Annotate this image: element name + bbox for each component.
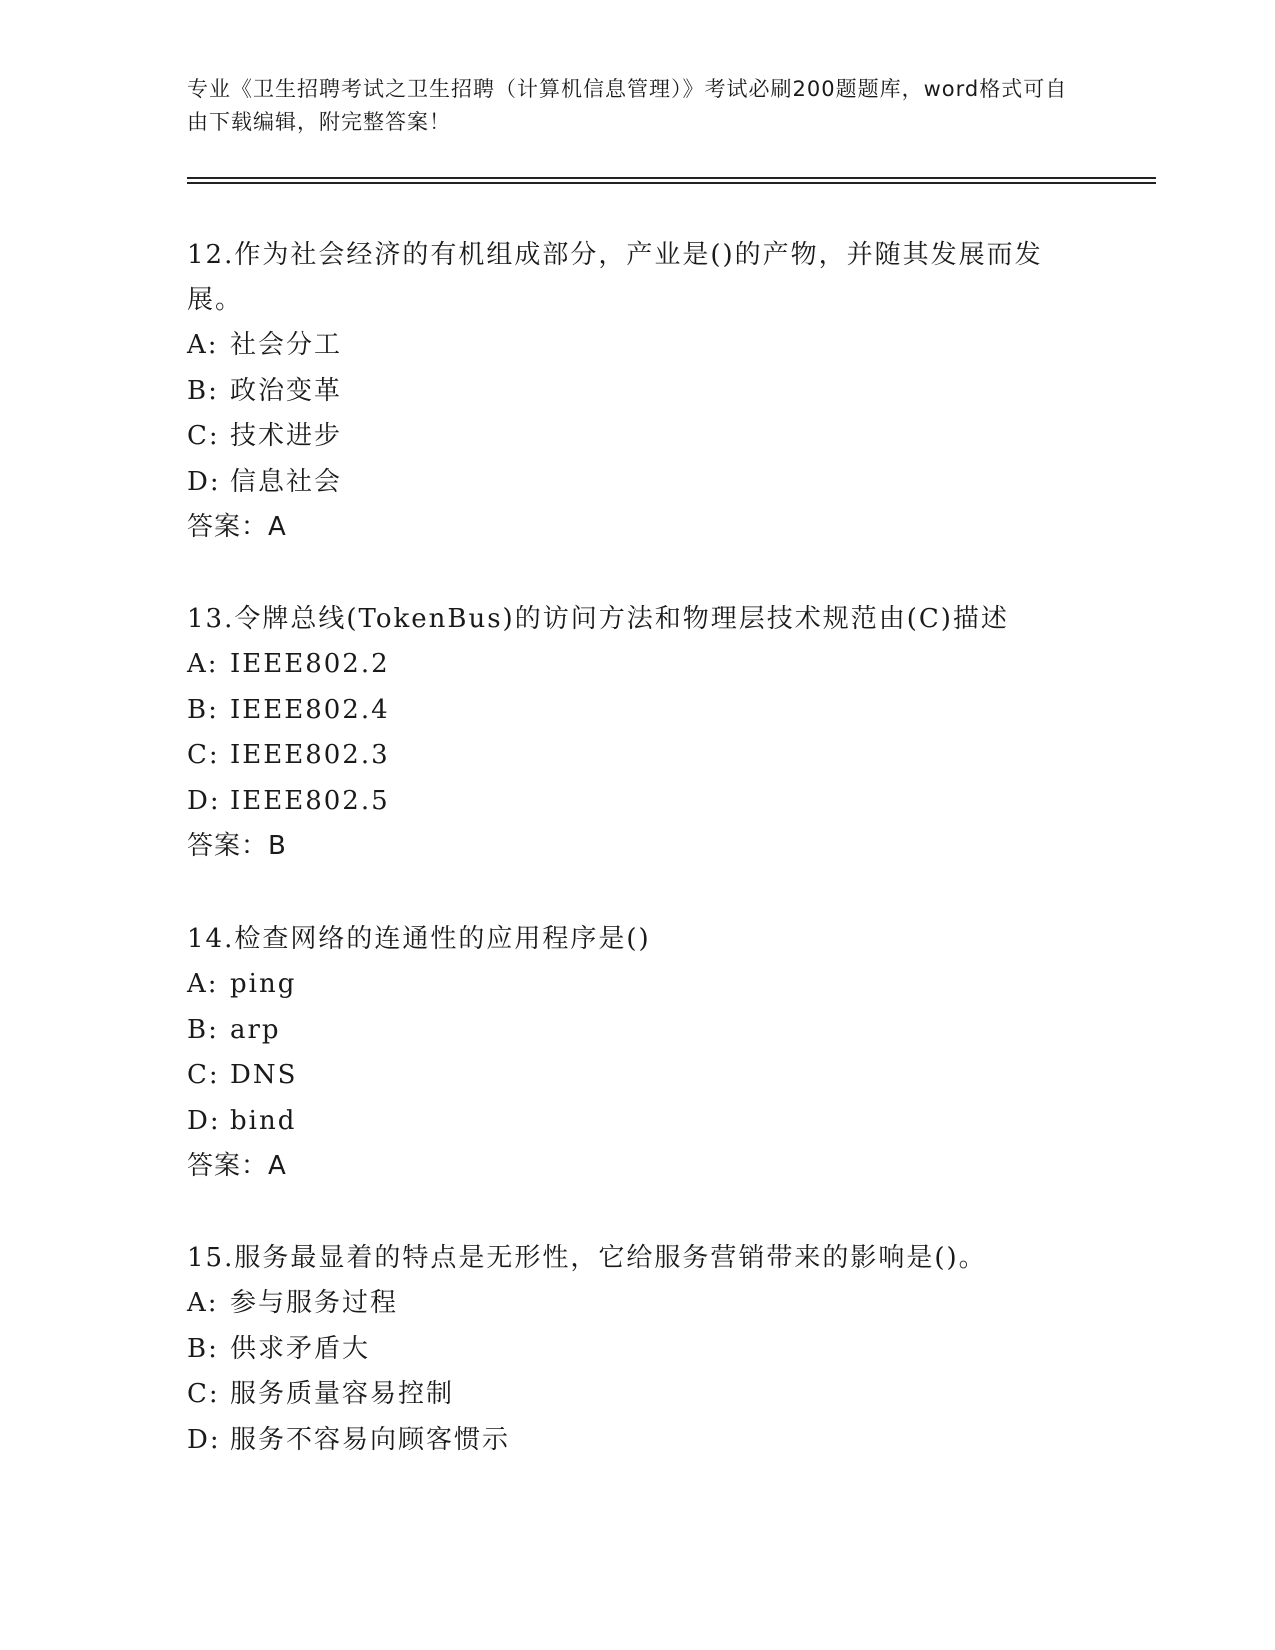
option-text: 技术进步 (230, 421, 343, 451)
option-label: C: (187, 421, 220, 451)
option-text: DNS (230, 1060, 298, 1090)
option-c (187, 733, 1087, 779)
question-14 (187, 917, 1087, 1190)
option-label: C: (187, 1060, 220, 1090)
option-label: D: (187, 466, 221, 497)
option-d (187, 1418, 1087, 1464)
option-text: 服务不容易向顾客惯示 (230, 1424, 511, 1455)
header-divider-top (187, 177, 1156, 179)
option-a (187, 1281, 1087, 1327)
option-a (187, 642, 1087, 688)
option-text: bind (230, 1105, 297, 1136)
option-label: A: (187, 649, 219, 679)
answer: 答案：B (187, 831, 287, 861)
option-a (187, 962, 1087, 1008)
option-label: B: (187, 375, 219, 406)
option-text: arp (230, 1014, 281, 1045)
option-label: D: (187, 785, 221, 816)
answer: 答案：A (187, 512, 287, 542)
option-d (187, 1099, 1087, 1145)
option-label: D: (187, 1424, 221, 1455)
question-13 (187, 597, 1087, 870)
option-text: 服务质量容易控制 (230, 1379, 455, 1409)
option-a (187, 323, 1087, 369)
option-d (187, 779, 1087, 825)
question-title: 13.令牌总线(TokenBus)的访问方法和物理层技术规范由(C)描述 (187, 604, 1009, 634)
answer: 答案：A (187, 1151, 287, 1181)
option-label: C: (187, 740, 220, 770)
option-text: 信息社会 (230, 466, 343, 497)
option-text: 供求矛盾大 (230, 1333, 371, 1364)
option-text: IEEE802.4 (230, 694, 390, 725)
option-label: B: (187, 1333, 219, 1364)
option-label: A: (187, 330, 219, 360)
question-title: 12.作为社会经济的有机组成部分，产业是()的产物，并随其发展而发展。 (187, 240, 1043, 315)
option-label: B: (187, 694, 219, 725)
option-c (187, 414, 1087, 460)
option-text: IEEE802.5 (230, 785, 390, 816)
option-label: A: (187, 969, 219, 999)
option-c (187, 1053, 1087, 1099)
option-text: 社会分工 (230, 330, 343, 360)
option-text: ping (230, 969, 297, 999)
question-title: 14.检查网络的连通性的应用程序是() (187, 924, 651, 954)
option-text: 参与服务过程 (230, 1288, 399, 1318)
option-text: 政治变革 (230, 375, 343, 406)
option-text: IEEE802.2 (230, 649, 390, 679)
option-d (187, 460, 1087, 506)
option-b (187, 1327, 1087, 1373)
option-label: B: (187, 1014, 219, 1045)
option-b (187, 1008, 1087, 1054)
option-text: IEEE802.3 (230, 740, 390, 770)
question-12 (187, 233, 1087, 551)
question-title: 15.服务最显着的特点是无形性，它给服务营销带来的影响是()。 (187, 1243, 987, 1273)
document-header: 专业《卫生招聘考试之卫生招聘（计算机信息管理）》考试必刷200题题库，word格式可自由下载编辑，附完整答案！ (187, 77, 1068, 134)
option-label: C: (187, 1379, 220, 1409)
option-c (187, 1372, 1087, 1418)
option-label: A: (187, 1288, 219, 1318)
option-b (187, 369, 1087, 415)
header-divider-bottom (187, 182, 1156, 184)
option-b (187, 688, 1087, 734)
option-label: D: (187, 1105, 221, 1136)
question-15 (187, 1236, 1087, 1463)
